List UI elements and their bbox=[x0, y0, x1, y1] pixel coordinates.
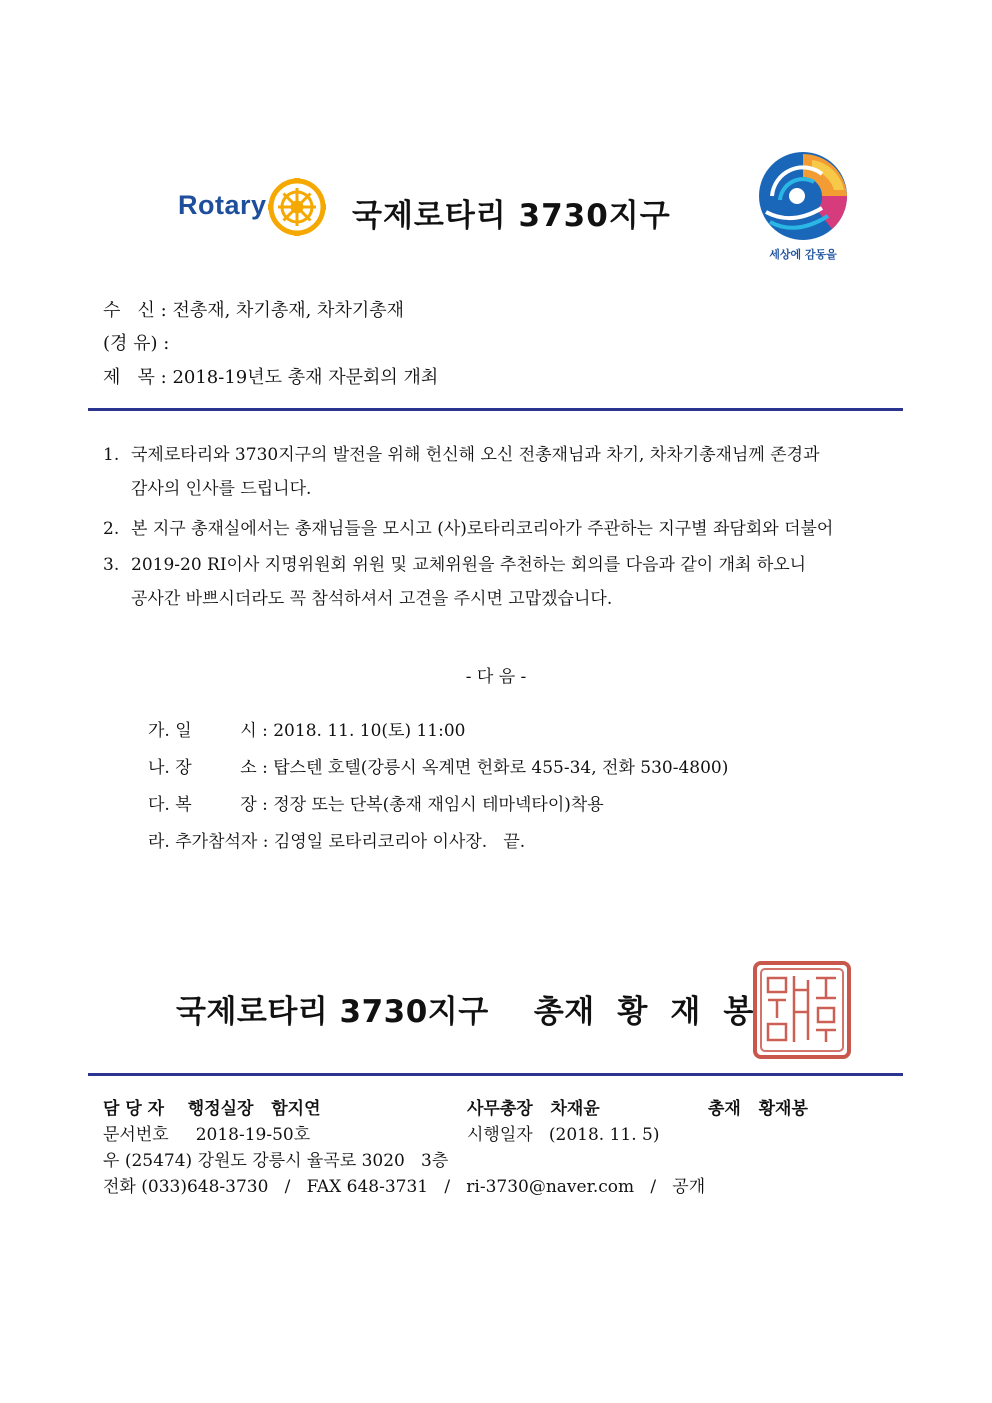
paragraph-text: 공사간 바쁘시더라도 꼭 참석하셔서 고견을 주시면 고맙겠습니다. bbox=[131, 589, 613, 609]
details-heading: - 다 음 - bbox=[465, 667, 527, 687]
paragraph-number: 3. bbox=[103, 555, 120, 575]
signature-line: 국제로타리 3730지구 총재 황 재 봉 bbox=[176, 994, 754, 1030]
footer-governor: 총재 황재봉 bbox=[708, 1099, 808, 1119]
paragraph-1 bbox=[103, 438, 903, 506]
header-divider bbox=[88, 408, 903, 411]
detail-dress: 다. 복 장 : 정장 또는 단복(총재 재임시 테마넥타이)착용 bbox=[148, 795, 604, 815]
detail-date: 가. 일 시 : 2018. 11. 10(토) 11:00 bbox=[148, 721, 466, 741]
detail-attendee: 라. 추가참석자 : 김영일 로타리코리아 이사장. 끝. bbox=[148, 832, 526, 852]
rotary-wheel-icon bbox=[268, 178, 326, 236]
footer-issue-date: 시행일자 (2018. 11. 5) bbox=[467, 1125, 660, 1145]
paragraph-text: 국제로타리와 3730지구의 발전을 위해 헌신해 오신 전총재님과 차기, 차차기총재님께 존경과 bbox=[131, 445, 820, 465]
paragraph-number: 2. bbox=[103, 519, 120, 539]
paragraph-number: 1. bbox=[103, 445, 120, 465]
footer-secretary-general: 사무총장 차재윤 bbox=[467, 1099, 600, 1119]
paragraph-text: 감사의 인사를 드립니다. bbox=[131, 479, 312, 499]
footer-manager: 담 당 자 행정실장 함지연 bbox=[103, 1099, 321, 1119]
paragraph-3 bbox=[103, 548, 903, 616]
theme-caption: 세상에 감동을 bbox=[769, 248, 837, 261]
detail-place: 나. 장 소 : 탑스텐 호텔(강릉시 옥계면 헌화로 455-34, 전화 530-4800) bbox=[148, 758, 729, 778]
subject-line: 제 목 : 2018-19년도 총재 자문회의 개최 bbox=[103, 367, 439, 388]
theme-logo-icon bbox=[752, 150, 854, 242]
via-line: (경 유) : bbox=[103, 333, 170, 354]
paragraph-text: 2019-20 RI이사 지명위원회 위원 및 교체위원을 추천하는 회의를 다음과 같이 개최 하오니 bbox=[131, 555, 807, 575]
recipient-line: 수 신 : 전총재, 차기총재, 차차기총재 bbox=[103, 300, 404, 321]
official-seal-icon bbox=[752, 960, 852, 1060]
paragraph-2 bbox=[103, 512, 903, 546]
footer-divider bbox=[88, 1073, 903, 1076]
paragraph-text: 본 지구 총재실에서는 총재님들을 모시고 (사)로타리코리아가 주관하는 지구별 좌담회와 더불어 bbox=[131, 519, 834, 539]
rotary-wordmark: Rotary bbox=[178, 190, 267, 220]
document-title: 국제로타리 3730지구 bbox=[352, 198, 671, 234]
footer-contact: 전화 (033)648-3730 / FAX 648-3731 / ri-3730@naver.com / 공개 bbox=[103, 1177, 706, 1197]
footer-address: 우 (25474) 강원도 강릉시 율곡로 3020 3층 bbox=[103, 1151, 449, 1171]
footer-doc-number: 문서번호 2018-19-50호 bbox=[103, 1125, 311, 1145]
